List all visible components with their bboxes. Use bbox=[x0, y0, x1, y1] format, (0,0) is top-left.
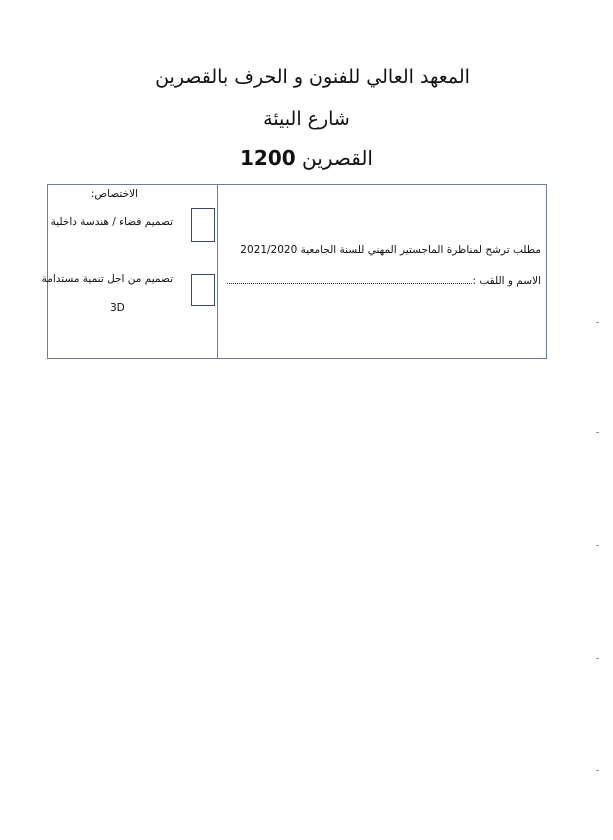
scan-edge-mark bbox=[596, 770, 599, 771]
institution-name: المعهد العالي للفنون و الحرف بالقصرين bbox=[155, 66, 470, 88]
column-divider bbox=[217, 185, 218, 358]
scan-edge-mark bbox=[596, 545, 599, 546]
option-interior-design-checkbox[interactable] bbox=[191, 208, 215, 242]
option-sustainable-design-sublabel: 3D bbox=[110, 302, 125, 314]
scan-edge-mark bbox=[596, 432, 599, 433]
city-line bbox=[0, 146, 613, 170]
postal-code: 1200 bbox=[240, 146, 296, 170]
option-interior-design-label: تصميم فضاء / هندسة داخلية bbox=[50, 216, 173, 228]
scan-edge-mark bbox=[596, 658, 599, 659]
scan-edge-mark bbox=[596, 322, 599, 323]
city-name: القصرين bbox=[302, 146, 373, 170]
application-title: مطلب ترشح لمناظرة الماجستير المهني للسنة الجامعية 2021/2020 bbox=[240, 244, 541, 256]
option-sustainable-design-label: تصميم من اجل تنمية مستدامة bbox=[41, 273, 173, 285]
name-field-input-line[interactable] bbox=[227, 275, 472, 284]
application-form-box bbox=[41, 184, 547, 359]
option-sustainable-design-checkbox[interactable] bbox=[191, 274, 215, 306]
street-address: شارع البيئة bbox=[263, 108, 350, 130]
specialty-label: الاختصاص: bbox=[90, 188, 138, 200]
name-field-row bbox=[223, 275, 541, 287]
name-field-label: الاسم و اللقب : bbox=[472, 275, 541, 287]
